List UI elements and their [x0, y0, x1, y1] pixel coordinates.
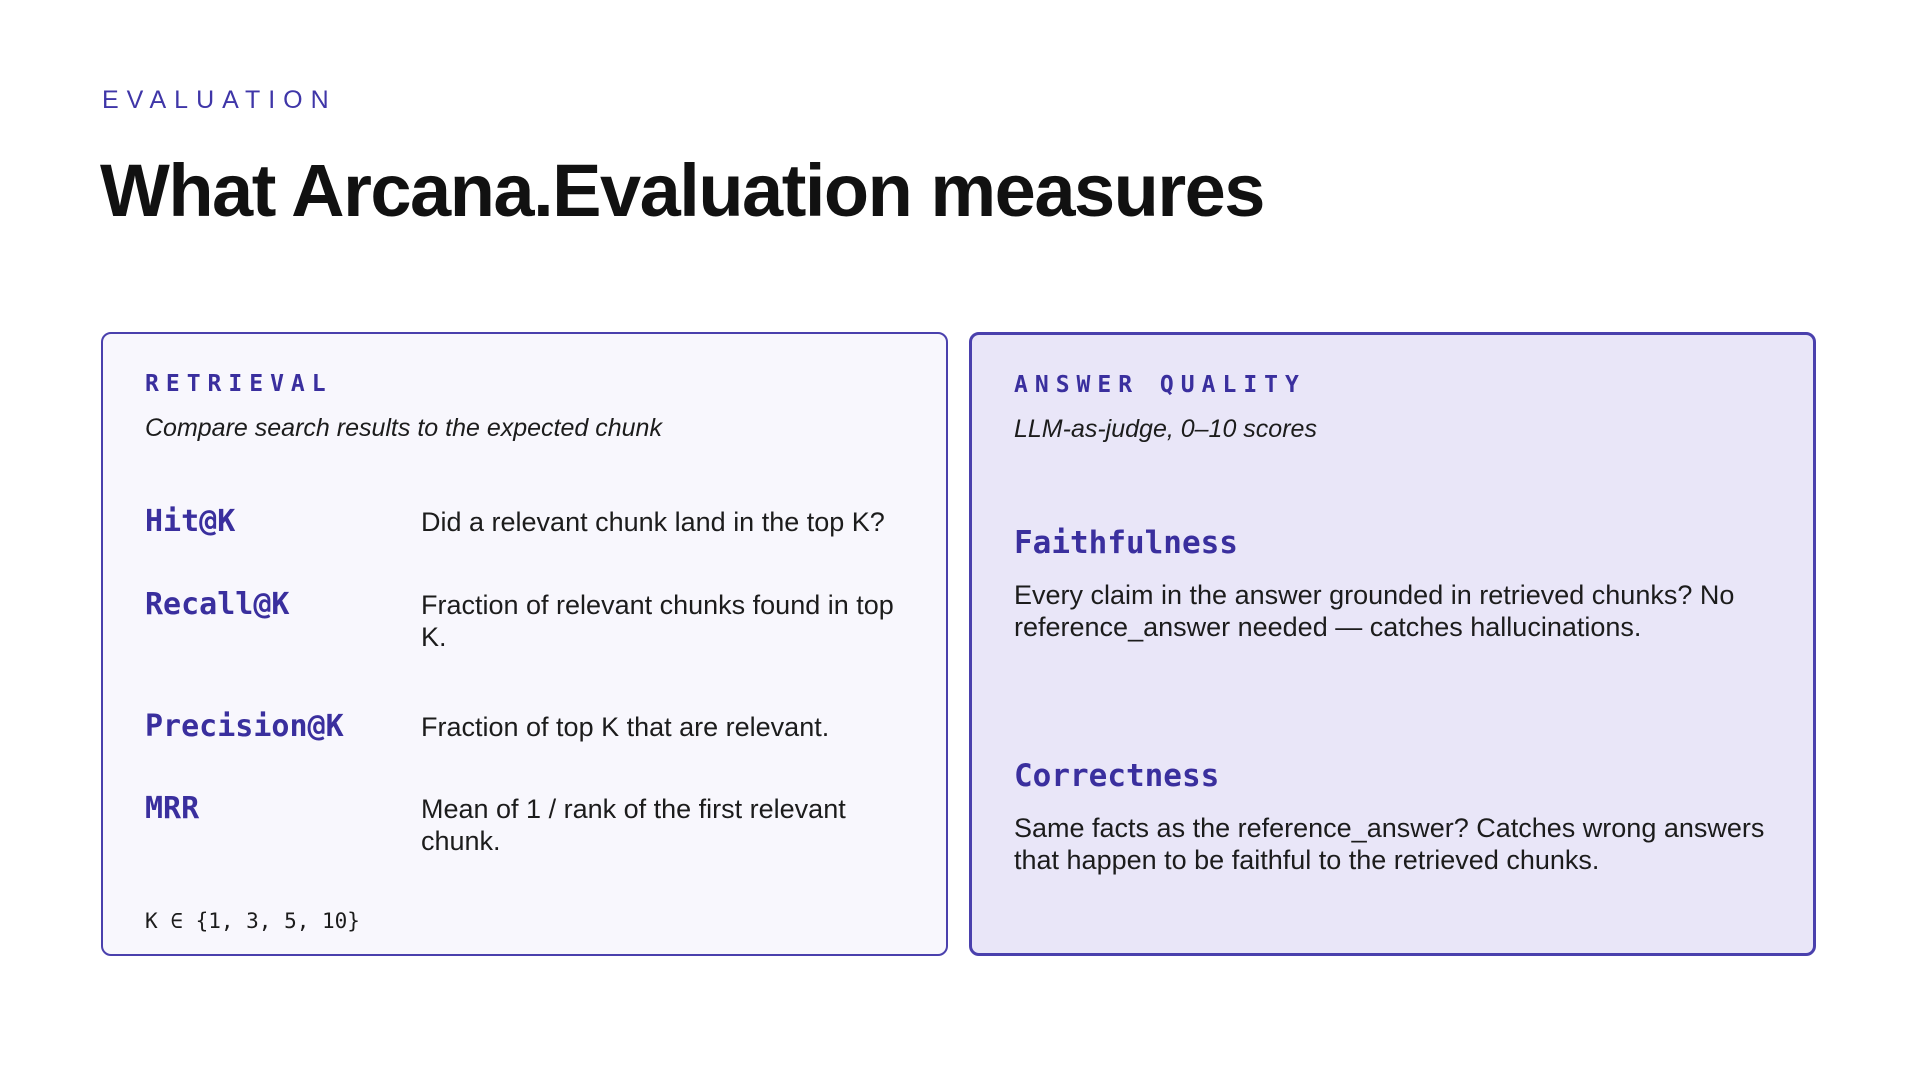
judge-metric-correctness	[1014, 758, 1784, 876]
metric-description: Fraction of top K that are relevant.	[421, 712, 830, 742]
metric-description: Mean of 1 / rank of the first relevant chunk.	[421, 794, 846, 856]
section-eyebrow: EVALUATION	[102, 86, 337, 114]
retrieval-card-subtitle: Compare search results to the expected chunk	[145, 414, 662, 442]
metric-name: Recall@K	[145, 587, 290, 622]
metric-description: Did a relevant chunk land in the top K?	[421, 507, 885, 537]
answer-quality-card	[969, 332, 1816, 956]
judge-metric-faithfulness	[1014, 525, 1784, 643]
metric-description: Fraction of relevant chunks found in top K.	[421, 590, 894, 652]
retrieval-card	[101, 332, 948, 956]
metric-name: MRR	[145, 791, 200, 826]
judge-metric-description: Every claim in the answer grounded in retrieved chunks? No reference_answer needed — catches hallucinations.	[1014, 580, 1735, 642]
retrieval-card-kicker: RETRIEVAL	[145, 371, 333, 397]
answer-quality-card-kicker: ANSWER QUALITY	[1014, 372, 1306, 398]
k-values-note: K ∈ {1, 3, 5, 10}	[145, 909, 360, 933]
page-title: What Arcana.Evaluation measures	[100, 149, 1264, 232]
judge-metric-description: Same facts as the reference_answer? Catches wrong answers that happen to be faithful to the retrieved chunks.	[1014, 813, 1765, 875]
judge-metric-name: Faithfulness	[1014, 525, 1238, 561]
judge-metric-name: Correctness	[1014, 758, 1220, 794]
answer-quality-card-subtitle: LLM-as-judge, 0–10 scores	[1014, 415, 1317, 443]
metric-name: Precision@K	[145, 709, 344, 744]
metric-name: Hit@K	[145, 504, 236, 539]
